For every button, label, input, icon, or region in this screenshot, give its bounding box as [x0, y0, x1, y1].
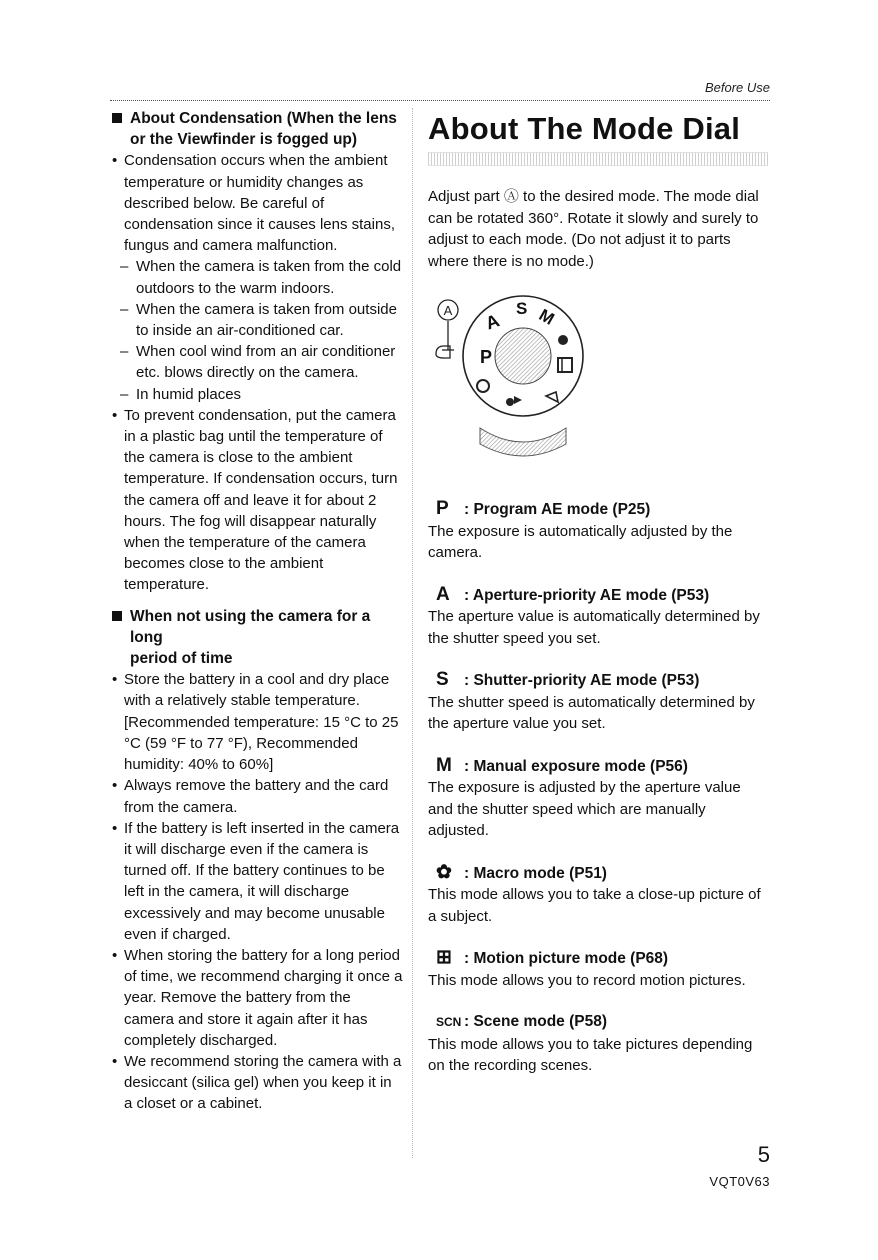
rotation-arrow-icon — [480, 428, 566, 456]
heading-line: period of time — [130, 650, 233, 668]
dial-s-label: S — [516, 299, 528, 318]
mode-desc: The shutter speed is automatically determined by the aperture value you set. — [428, 693, 755, 732]
dash-item: – In humid places — [112, 384, 404, 405]
mode-desc: The exposure is adjusted by the aperture value and the shutter speed which are manually adjusted. — [428, 779, 741, 839]
mode-motion-picture — [428, 947, 768, 991]
header-rule — [110, 100, 770, 101]
bullet-item: • Store the battery in a cool and dry place with a relatively stable temperature. [Recommended temperature: 15 °C to 25 °C (59 °F to 77 °F), Recommended humidity: 40% to 60%] — [112, 669, 404, 775]
mode-macro — [428, 862, 768, 928]
shutter-mode-icon: S — [436, 669, 449, 690]
dial-movie-icon — [558, 358, 572, 372]
dial-p-label: P — [480, 347, 493, 367]
mode-title: : Manual exposure mode (P56) — [464, 757, 688, 775]
page-number: 5 — [757, 1142, 770, 1167]
mode-shutter — [428, 669, 768, 735]
storage-bullets — [112, 669, 404, 1114]
mode-title: : Motion picture mode (P68) — [464, 950, 669, 967]
mode-scene — [428, 1011, 768, 1077]
dial-play-icon — [477, 380, 489, 392]
long-storage-heading — [112, 606, 404, 670]
model-code: VQT0V63 — [709, 1174, 770, 1189]
scene-mode-icon: SCN — [436, 1015, 462, 1029]
mode-desc: This mode allows you to record motion pictures. — [428, 971, 746, 989]
mode-title: : Program AE mode (P25) — [464, 501, 651, 518]
dial-macro-icon — [558, 335, 568, 345]
mode-dial-icon — [428, 288, 768, 478]
mode-title: : Macro mode (P51) — [464, 864, 607, 882]
mode-desc: This mode allows you to take pictures depending on the recording scenes. — [428, 1035, 753, 1074]
condensation-bullets — [112, 150, 404, 595]
program-mode-icon: P — [436, 498, 449, 519]
mode-program — [428, 498, 768, 564]
bullet-text: • To prevent condensation, put the camera in a plastic bag until the temperature of the camera is close to the ambient temperature. If condensation occurs, turn the camera off and leave it for about 2 hours. The fog will disappear naturally when the temperature of the camera becomes close to the ambient temperature. — [124, 406, 398, 594]
mode-desc: The aperture value is automatically determined by the shutter speed you set. — [428, 608, 760, 647]
dash-item: – When the camera is taken from outside to inside an air-conditioned car. — [112, 299, 404, 341]
macro-flower-icon: ✿ — [436, 861, 452, 883]
mode-aperture — [428, 584, 768, 650]
bullet-item — [112, 150, 404, 404]
heading-line: or the Viewfinder is fogged up) — [130, 131, 358, 149]
title-underline-band — [428, 152, 768, 166]
mode-dial-illustration — [428, 288, 768, 478]
mode-title: : Scene mode (P58) — [464, 1013, 607, 1030]
bullet-text: • Condensation occurs when the ambient temperature or humidity changes as described below. Be careful of condensation since it causes lens stains, fungus and camera malfunction. — [124, 152, 395, 255]
mode-desc: The exposure is automatically adjusted by the camera. — [428, 522, 733, 561]
bullet-item: • If the battery is left inserted in the camera it will discharge even if the camera is turned off. If the battery continues to be left in the camera, it will discharge excessively and may become unusable even if charged. — [112, 818, 404, 945]
right-column — [428, 108, 768, 1077]
dial-m-label: M — [535, 305, 558, 329]
mode-title: : Shutter-priority AE mode (P53) — [464, 672, 700, 689]
bullet-item: • When storing the battery for a long period of time, we recommend charging it once a year. Remove the battery from the camera and store it again after it has completely discharged. — [112, 945, 404, 1051]
aperture-mode-icon: A — [436, 583, 450, 605]
square-bullet-icon — [112, 611, 122, 621]
dash-item: – When the camera is taken from the cold outdoors to the warm indoors. — [112, 256, 404, 298]
mode-desc: This mode allows you to take a close-up picture of a subject. — [428, 886, 761, 925]
square-bullet-icon — [112, 113, 122, 123]
dash-item: – When cool wind from an air conditioner etc. blows directly on the camera. — [112, 341, 404, 383]
manual-mode-icon: M — [436, 754, 452, 776]
left-column — [112, 108, 404, 1115]
column-divider — [412, 108, 413, 1158]
motion-picture-icon: ⊞ — [436, 947, 452, 968]
dial-a-label: A — [482, 310, 502, 334]
mode-title: : Aperture-priority AE mode (P53) — [464, 586, 710, 604]
dial-part-label: A — [443, 303, 453, 318]
page-title: About The Mode Dial — [428, 111, 741, 146]
intro-text: Adjust part Ⓐ to the desired mode. The mode dial can be rotated 360°. Rotate it slowly and surely to adjust to each mode. (Do not adjust it to parts where there is no mode.) — [428, 188, 759, 270]
condensation-heading — [112, 108, 404, 150]
heading-line: When not using the camera for a long — [130, 607, 371, 646]
dash-list — [112, 256, 404, 404]
bullet-item: • We recommend storing the camera with a desiccant (silica gel) when you keep it in a closet or a cabinet. — [112, 1051, 404, 1115]
bullet-item — [112, 405, 404, 596]
bullet-item: • Always remove the battery and the card from the camera. — [112, 775, 404, 817]
heading-line: About Condensation (When the lens — [130, 110, 397, 127]
header-label: Before Use — [704, 80, 770, 95]
mode-manual — [428, 755, 768, 842]
